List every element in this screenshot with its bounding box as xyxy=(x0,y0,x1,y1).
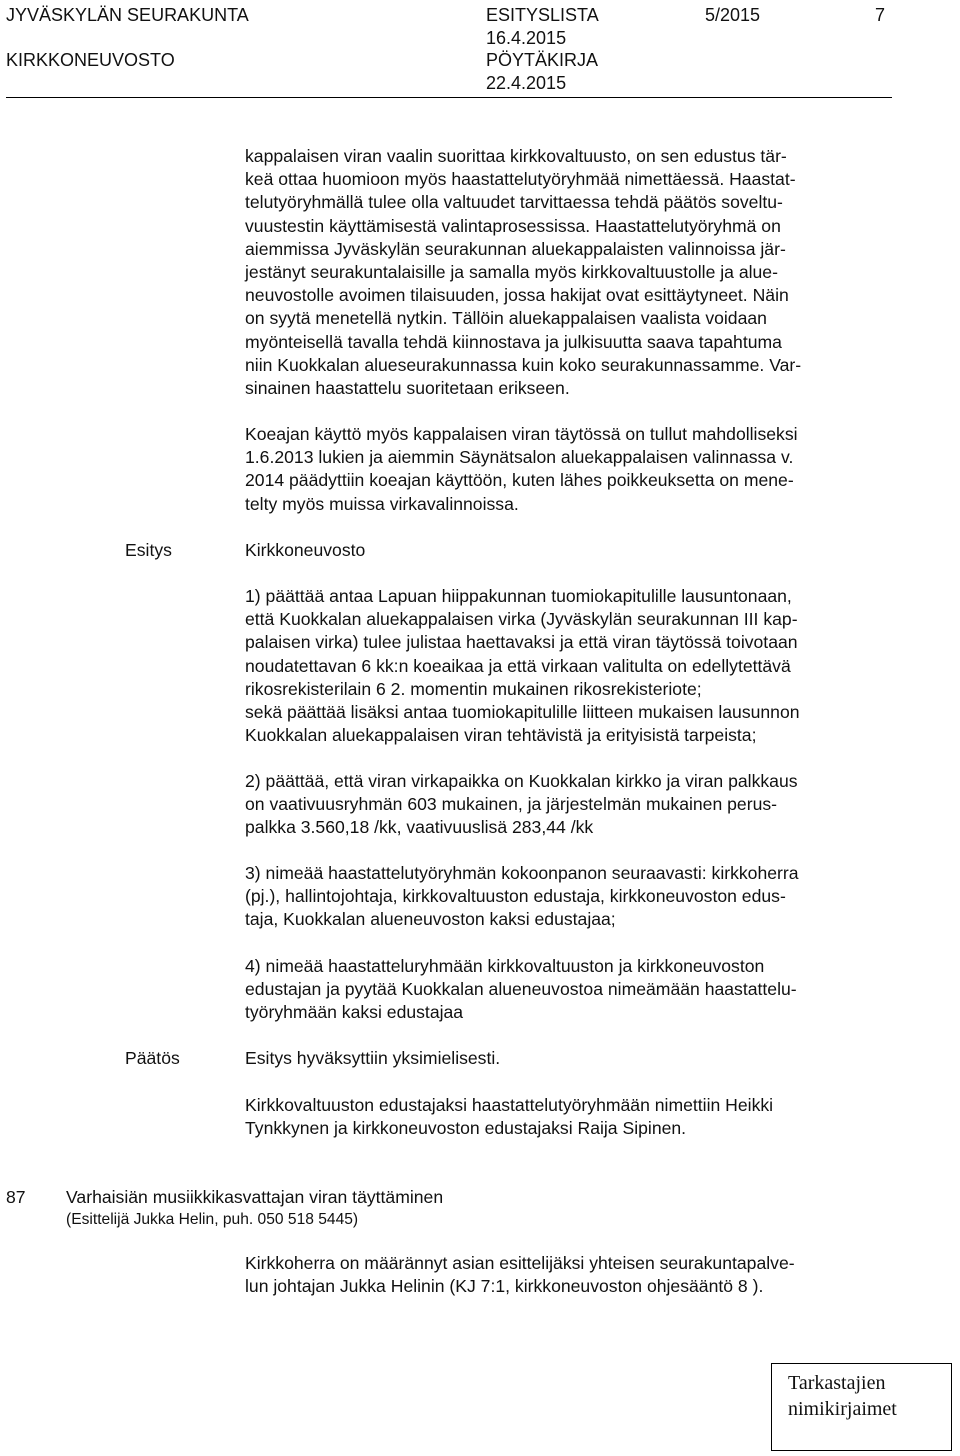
text-line: kappalaisen viran vaalin suorittaa kirkkovaltuusto, on sen edustus tär- xyxy=(245,146,787,166)
section-presenter: (Esittelijä Jukka Helin, puh. 050 518 5445) xyxy=(66,1211,359,1228)
initials-box xyxy=(771,1363,952,1451)
label-decision: Päätös xyxy=(125,1048,180,1068)
text-line: 1.6.2013 lukien ja aiemmin Säynätsalon aluekappalaisen valinnassa v. xyxy=(245,447,794,468)
text-line: työryhmään kaksi edustajaa xyxy=(245,1002,464,1023)
org-name: JYVÄSKYLÄN SEURAKUNTA xyxy=(6,5,249,25)
text-line: myönteisellä tavalla tehdä kiinnostava ja julkisuutta saava tapahtuma xyxy=(245,331,782,352)
header-divider xyxy=(6,97,892,98)
text-line: aiemmissa Jyväskylän seurakunnan aluekappalaisten valinnoissa jär- xyxy=(245,238,786,259)
doc-type-minutes: PÖYTÄKIRJA xyxy=(486,50,599,70)
text-line: niin Kuokkalan alueseurakunnassa kuin koko seurakunnassamme. Var- xyxy=(245,354,802,375)
text-line: taja, Kuokkalan alueneuvoston kaksi edustajaa; xyxy=(245,909,616,930)
text-line: telty myös muissa virkavalinnoissa. xyxy=(245,493,519,514)
text-line: neuvostolle avoimen tilaisuuden, jossa hakijat ovat esittäytyneet. Näin xyxy=(245,285,789,306)
text-line: lun johtajan Jukka Helinin (KJ 7:1, kirkkoneuvoston ohjesääntö 8 ). xyxy=(245,1276,764,1297)
text-line: telutyöryhmällä tulee olla valtuudet tarvittaessa tehdä päätös soveltu- xyxy=(245,192,783,213)
text-line: Kirkkoherra on määrännyt asian esittelijäksi yhteisen seurakuntapalve- xyxy=(245,1253,795,1273)
text-line: sekä päättää lisäksi antaa tuomiokapitulille liitteen mukaisen lausunnon xyxy=(245,702,800,723)
initials-label-1: Tarkastajien xyxy=(788,1372,886,1394)
text-line: on vaativuusryhmän 603 mukainen, ja järjestelmän mukainen perus- xyxy=(245,794,778,815)
text-line: noudatettavan 6 kk:n koeaikaa ja että virkaan valitulta on edellytettävä xyxy=(245,655,791,676)
text-line: 1) päättää antaa Lapuan hiippakunnan tuomiokapitulille lausuntonaan, xyxy=(245,586,792,606)
minutes-date: 22.4.2015 xyxy=(486,73,567,93)
text-line: rikosrekisterilain 6 2. momentin mukainen rikosrekisteriote; xyxy=(245,678,702,699)
agenda-date: 16.4.2015 xyxy=(486,28,567,48)
section-intro xyxy=(245,1252,885,1298)
text-line: Esitys hyväksyttiin yksimielisesti. xyxy=(245,1048,501,1068)
text-line: että Kuokkalan aluekappalaisen virka (Jyväskylän seurakunnan III kap- xyxy=(245,609,798,630)
initials-label-2: nimikirjaimet xyxy=(788,1398,897,1420)
doc-type-agenda: ESITYSLISTA xyxy=(486,5,599,25)
board-name: KIRKKONEUVOSTO xyxy=(6,50,175,70)
proposal-item-3 xyxy=(245,862,885,932)
paragraph-trial-period xyxy=(245,423,885,516)
decision-text xyxy=(245,1047,885,1070)
text-line: keä ottaa huomioon myös haastattelutyöryhmää nimettäessä. Haastat- xyxy=(245,169,796,190)
proposal-item-2 xyxy=(245,770,885,840)
section-title: Varhaisiän musiikkikasvattajan viran täyttäminen xyxy=(66,1187,444,1207)
text-line: Kirkkoneuvosto xyxy=(245,540,366,560)
paragraph-background xyxy=(245,145,885,400)
text-line: palkka 3.560,18 /kk, vaativuuslisä 283,44 /kk xyxy=(245,817,594,838)
decision-appointments xyxy=(245,1094,885,1140)
text-line: jestänyt seurakuntalaisille ja samalla myös kirkkovaltuustolle ja alue- xyxy=(245,262,778,283)
issue-number: 5/2015 xyxy=(705,5,761,25)
text-line: Koeajan käyttö myös kappalaisen viran täytössä on tullut mahdolliseksi xyxy=(245,424,798,444)
text-line: Kuokkalan aluekappalaisen viran tehtävistä ja erityisistä tarpeista; xyxy=(245,725,757,746)
text-line: 3) nimeää haastattelutyöryhmän kokoonpanon seuraavasti: kirkkoherra xyxy=(245,863,799,883)
page-number: 7 xyxy=(875,5,886,25)
text-line: vuustestin käyttämisestä valintaprosessissa. Haastattelutyöryhmä on xyxy=(245,215,781,236)
section-number: 87 xyxy=(6,1187,26,1207)
text-line: palaisen virka) tulee julistaa haettavaksi ja että viran täytössä toivotaan xyxy=(245,632,798,653)
proposal-item-4 xyxy=(245,955,885,1025)
label-proposal: Esitys xyxy=(125,540,172,560)
text-line: 2014 päädyttiin koeajan käyttöön, kuten lähes poikkeuksetta on mene- xyxy=(245,470,794,491)
text-line: Kirkkovaltuuston edustajaksi haastattelutyöryhmään nimettiin Heikki xyxy=(245,1095,774,1115)
proposal-item-1 xyxy=(245,585,885,747)
text-line: 2) päättää, että viran virkapaikka on Kuokkalan kirkko ja viran palkkaus xyxy=(245,771,798,791)
text-line: sinainen haastattelu suoritetaan erikseen. xyxy=(245,378,570,399)
text-line: edustajan ja pyytää Kuokkalan alueneuvostoa nimeämään haastattelu- xyxy=(245,979,797,1000)
text-line: 4) nimeää haastatteluryhmään kirkkovaltuuston ja kirkkoneuvoston xyxy=(245,956,765,976)
text-line: Tynkkynen ja kirkkoneuvoston edustajaksi Raija Sipinen. xyxy=(245,1118,687,1139)
proposal-heading xyxy=(245,539,885,562)
text-line: on syytä menetellä nytkin. Tällöin aluekappalaisen vaalista voidaan xyxy=(245,308,767,329)
text-line: (pj.), hallintojohtaja, kirkkovaltuuston edustaja, kirkkoneuvoston edus- xyxy=(245,886,786,907)
